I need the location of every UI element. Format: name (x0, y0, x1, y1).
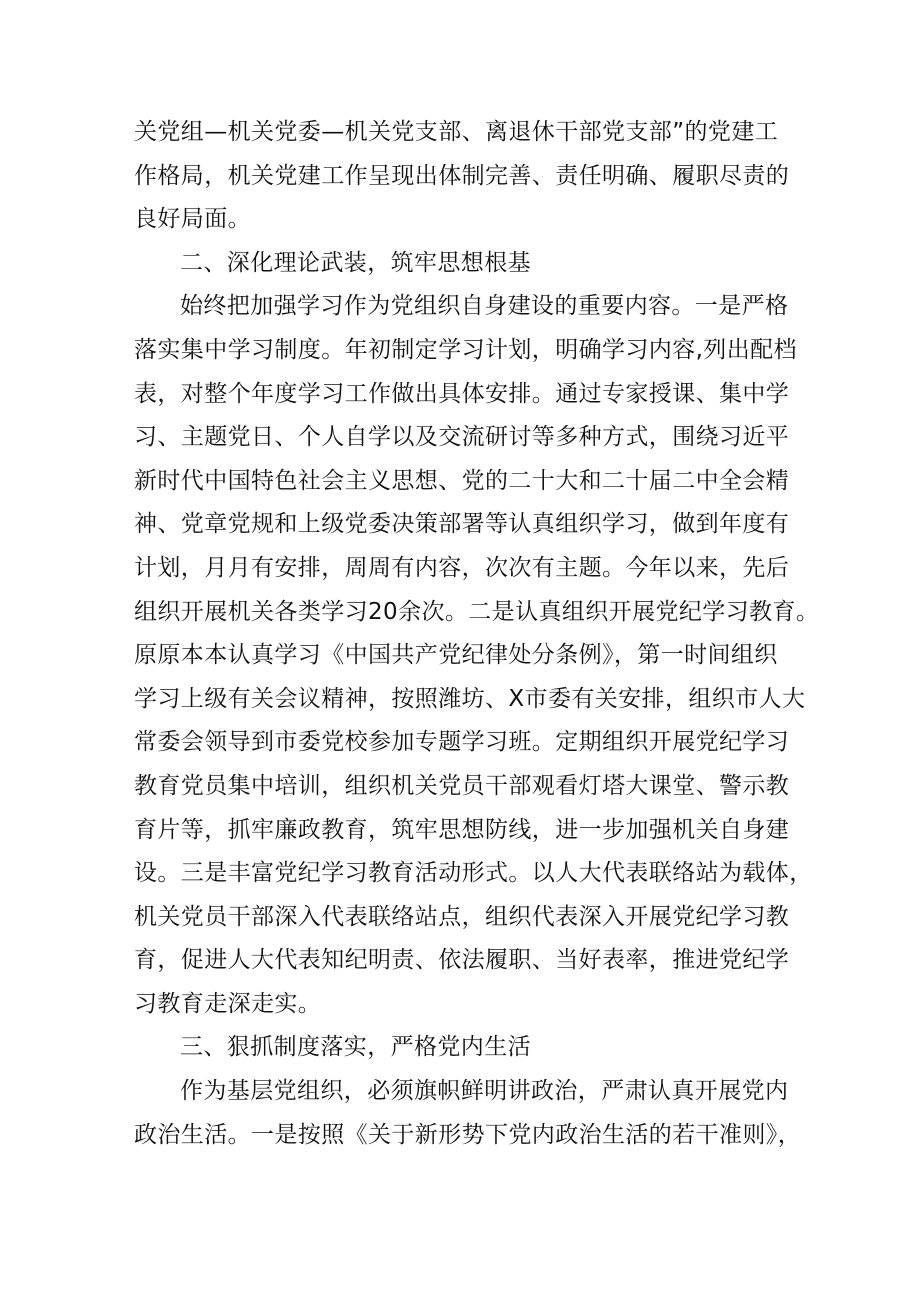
text-line: 机关党员干部深入代表联络站点，组织代表深入开展党纪学习教 (134, 903, 790, 930)
text-line: 关党组—机关党委—机关党支部、离退休干部党支部”的党建工 (134, 119, 779, 145)
text-line: 习教育走深走实。 (134, 990, 322, 1017)
text-line: 计划，月月有安排，周周有内容，次次有主题。今年以来，先后 (134, 554, 790, 581)
document-body (134, 111, 820, 1157)
section-heading: 二、深化理论武装，筑牢思想根基 (180, 249, 531, 276)
text-line: 良好局面。 (134, 206, 251, 233)
text-line: 习、主题党日、个人自学以及交流研讨等多种方式，围绕习近平 (134, 424, 790, 451)
text-line: 新时代中国特色社会主义思想、党的二十大和二十届二中全会精 (134, 467, 790, 494)
text-line: 常委会领导到市委党校参加专题学习班。定期组织开展党纪学习 (134, 729, 790, 756)
text-line: 教育党员集中培训，组织机关党员干部观看灯塔大课堂、警示教 (134, 772, 790, 799)
text-line: 神、党章党规和上级党委决策部署等认真组织学习，做到年度有 (134, 511, 790, 538)
text-line: 表，对整个年度学习工作做出具体安排。通过专家授课、集中学 (134, 380, 790, 407)
text-line: 政治生活。一是按照《关于新形势下党内政治生活的若干准则》， (134, 1121, 802, 1148)
text-line: 落实集中学习制度。年初制定学习计划，明确学习内容,列出配档 (134, 336, 797, 363)
text-line: 育片等，抓牢廉政教育，筑牢思想防线，进一步加强机关自身建 (134, 816, 790, 843)
text-line: 设。三是丰富党纪学习教育活动形式。以人大代表联络站为载体， (134, 860, 813, 887)
text-line: 作为基层党组织，必须旗帜鲜明讲政治，严肃认真开展党内 (180, 1078, 789, 1105)
text-line: 育，促进人大代表知纪明责、依法履职、当好表率，推进党纪学 (134, 947, 790, 974)
text-line: 始终把加强学习作为党组织自身建设的重要内容。一是严格 (180, 293, 789, 320)
text-line: 原原本本认真学习《中国共产党纪律处分条例》，第一时间组织 (134, 642, 778, 669)
text-line: 组织开展机关各类学习20余次。二是认真组织开展党纪学习教育。 (134, 598, 820, 625)
section-heading: 三、狠抓制度落实，严格党内生活 (180, 1034, 531, 1061)
text-line: 作格局，机关党建工作呈现出体制完善、责任明确、履职尽责的 (134, 162, 790, 189)
text-line: 学习上级有关会议精神，按照潍坊、X市委有关安排，组织市人大 (134, 685, 806, 712)
